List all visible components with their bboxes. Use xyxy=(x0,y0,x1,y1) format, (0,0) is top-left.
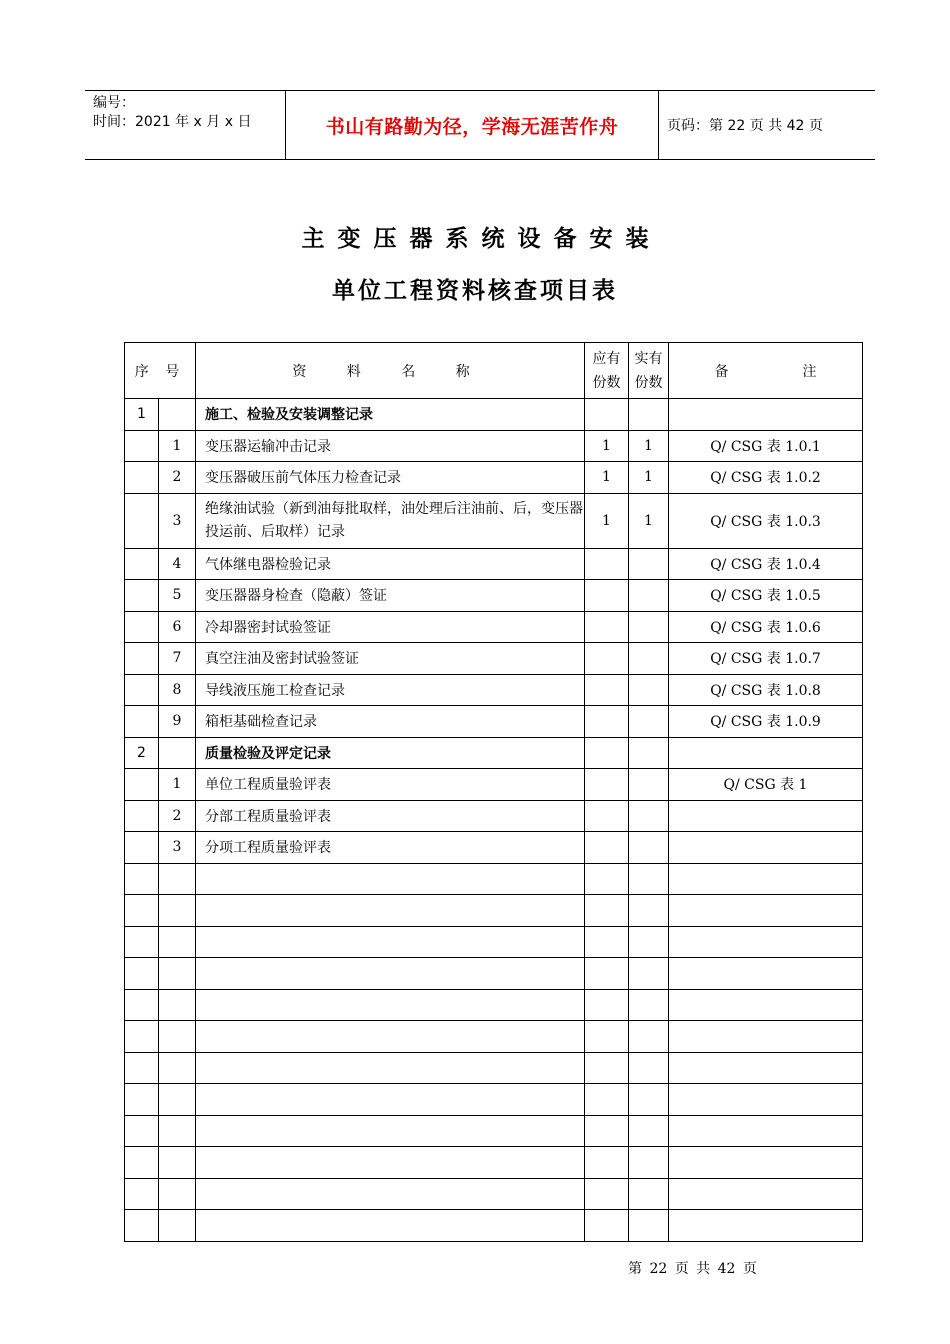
empty-cell xyxy=(629,958,669,990)
document-name: 变压器破压前气体压力检查记录 xyxy=(196,462,585,494)
empty-cell xyxy=(196,863,585,895)
empty-cell xyxy=(669,895,863,927)
row-section-number xyxy=(125,548,159,580)
empty-cell xyxy=(629,1210,669,1242)
should-count xyxy=(585,611,629,643)
remark xyxy=(669,800,863,832)
empty-cell xyxy=(159,958,196,990)
header-seq: 序 号 xyxy=(125,343,196,399)
row-number: 2 xyxy=(159,462,196,494)
section-title: 施工、检验及安装调整记录 xyxy=(196,399,585,431)
empty-cell xyxy=(629,863,669,895)
table-row xyxy=(125,674,863,706)
header-meta xyxy=(85,91,286,159)
document-name: 变压器运输冲击记录 xyxy=(196,430,585,462)
actual-count xyxy=(629,611,669,643)
checklist-table xyxy=(124,342,863,1242)
empty-cell xyxy=(196,895,585,927)
empty-cell xyxy=(585,1052,629,1084)
empty-cell xyxy=(629,926,669,958)
should-count xyxy=(585,769,629,801)
row-number: 4 xyxy=(159,548,196,580)
empty-cell xyxy=(159,863,196,895)
empty-row xyxy=(125,958,863,990)
empty-cell xyxy=(629,1178,669,1210)
remark xyxy=(669,737,863,769)
section-sub-number xyxy=(159,737,196,769)
empty-cell xyxy=(196,1115,585,1147)
actual-count xyxy=(629,800,669,832)
empty-cell xyxy=(629,1115,669,1147)
empty-cell xyxy=(585,926,629,958)
row-number: 3 xyxy=(159,493,196,548)
empty-row xyxy=(125,1115,863,1147)
row-section-number xyxy=(125,580,159,612)
row-number: 9 xyxy=(159,706,196,738)
page-header xyxy=(85,90,875,160)
document-name: 导线液压施工检查记录 xyxy=(196,674,585,706)
empty-cell xyxy=(585,863,629,895)
empty-cell xyxy=(585,895,629,927)
empty-cell xyxy=(125,1052,159,1084)
empty-cell xyxy=(125,989,159,1021)
row-section-number xyxy=(125,706,159,738)
should-count: 1 xyxy=(585,462,629,494)
should-count: 1 xyxy=(585,493,629,548)
empty-cell xyxy=(196,1178,585,1210)
row-number: 8 xyxy=(159,674,196,706)
row-section-number xyxy=(125,462,159,494)
header-page-number xyxy=(659,91,875,159)
empty-cell xyxy=(669,1052,863,1084)
empty-cell xyxy=(125,1021,159,1053)
empty-cell xyxy=(159,1052,196,1084)
actual-count xyxy=(629,769,669,801)
should-count xyxy=(585,706,629,738)
empty-cell xyxy=(125,1147,159,1179)
remark: Q/ CSG 表 1.0.9 xyxy=(669,706,863,738)
header-motto-cell xyxy=(286,91,659,159)
empty-row xyxy=(125,989,863,1021)
empty-cell xyxy=(629,1084,669,1116)
table-row xyxy=(125,462,863,494)
empty-cell xyxy=(669,1147,863,1179)
empty-cell xyxy=(125,863,159,895)
header-motto: 书山有路勤为径，学海无涯苦作舟 xyxy=(325,115,619,138)
document-title-line2: 单位工程资料核查项目表 xyxy=(332,278,618,304)
actual-count xyxy=(629,548,669,580)
table-row xyxy=(125,800,863,832)
empty-cell xyxy=(669,989,863,1021)
empty-cell xyxy=(629,1052,669,1084)
row-number: 1 xyxy=(159,430,196,462)
empty-row xyxy=(125,1084,863,1116)
empty-cell xyxy=(125,895,159,927)
section-row xyxy=(125,737,863,769)
empty-cell xyxy=(669,863,863,895)
empty-cell xyxy=(125,1084,159,1116)
document-name: 分部工程质量验评表 xyxy=(196,800,585,832)
section-number: 2 xyxy=(125,737,159,769)
empty-cell xyxy=(669,1084,863,1116)
empty-cell xyxy=(585,1115,629,1147)
remark xyxy=(669,399,863,431)
remark: Q/ CSG 表 1.0.2 xyxy=(669,462,863,494)
empty-cell xyxy=(669,1178,863,1210)
row-section-number xyxy=(125,611,159,643)
empty-cell xyxy=(159,989,196,1021)
document-name: 绝缘油试验（新到油每批取样，油处理后注油前、后，变压器投运前、后取样）记录 xyxy=(196,493,585,548)
actual-count xyxy=(629,399,669,431)
empty-cell xyxy=(669,926,863,958)
actual-count xyxy=(629,674,669,706)
remark: Q/ CSG 表 1.0.8 xyxy=(669,674,863,706)
actual-count: 1 xyxy=(629,493,669,548)
actual-count xyxy=(629,832,669,864)
table-row xyxy=(125,493,863,548)
remark xyxy=(669,832,863,864)
empty-cell xyxy=(159,926,196,958)
should-count xyxy=(585,643,629,675)
empty-cell xyxy=(629,1021,669,1053)
empty-cell xyxy=(159,1178,196,1210)
page-footer-number: 第 22 页 共 42 页 xyxy=(628,1261,757,1277)
table-row xyxy=(125,430,863,462)
section-number: 1 xyxy=(125,399,159,431)
empty-cell xyxy=(196,1052,585,1084)
empty-cell xyxy=(196,1210,585,1242)
row-section-number xyxy=(125,769,159,801)
empty-cell xyxy=(629,1147,669,1179)
section-row xyxy=(125,399,863,431)
document-name: 单位工程质量验评表 xyxy=(196,769,585,801)
empty-cell xyxy=(585,1021,629,1053)
empty-cell xyxy=(159,895,196,927)
remark: Q/ CSG 表 1.0.3 xyxy=(669,493,863,548)
empty-cell xyxy=(585,1147,629,1179)
empty-cell xyxy=(196,1147,585,1179)
empty-cell xyxy=(669,1210,863,1242)
table-row xyxy=(125,611,863,643)
document-name: 真空注油及密封试验签证 xyxy=(196,643,585,675)
table-row xyxy=(125,832,863,864)
empty-row xyxy=(125,895,863,927)
remark: Q/ CSG 表 1.0.7 xyxy=(669,643,863,675)
row-section-number xyxy=(125,643,159,675)
row-section-number xyxy=(125,430,159,462)
empty-cell xyxy=(125,958,159,990)
empty-row xyxy=(125,1052,863,1084)
should-count xyxy=(585,580,629,612)
document-name: 气体继电器检验记录 xyxy=(196,548,585,580)
empty-row xyxy=(125,1178,863,1210)
row-section-number xyxy=(125,493,159,548)
should-count xyxy=(585,832,629,864)
empty-cell xyxy=(125,1178,159,1210)
should-count xyxy=(585,399,629,431)
empty-row xyxy=(125,926,863,958)
should-count: 1 xyxy=(585,430,629,462)
actual-count: 1 xyxy=(629,462,669,494)
empty-cell xyxy=(159,1115,196,1147)
empty-cell xyxy=(159,1084,196,1116)
empty-cell xyxy=(585,1210,629,1242)
empty-cell xyxy=(159,1210,196,1242)
document-time-label: 时间：2021 年 x 月 x 日 xyxy=(93,114,252,130)
table-row xyxy=(125,769,863,801)
empty-row xyxy=(125,1210,863,1242)
table-header-row xyxy=(125,343,863,399)
header-page-label: 页码：第 22 页 共 42 页 xyxy=(667,118,823,134)
empty-cell xyxy=(196,989,585,1021)
empty-row xyxy=(125,1021,863,1053)
table-row xyxy=(125,580,863,612)
empty-cell xyxy=(125,1210,159,1242)
empty-cell xyxy=(159,1147,196,1179)
document-name: 箱柜基础检查记录 xyxy=(196,706,585,738)
row-number: 1 xyxy=(159,769,196,801)
row-number: 2 xyxy=(159,800,196,832)
should-count xyxy=(585,800,629,832)
empty-cell xyxy=(585,958,629,990)
empty-cell xyxy=(585,989,629,1021)
row-number: 7 xyxy=(159,643,196,675)
empty-cell xyxy=(585,1178,629,1210)
actual-count: 1 xyxy=(629,430,669,462)
document-name: 分项工程质量验评表 xyxy=(196,832,585,864)
row-number: 3 xyxy=(159,832,196,864)
header-should-count: 应有 份数 xyxy=(585,343,629,399)
empty-cell xyxy=(669,1115,863,1147)
empty-cell xyxy=(196,1021,585,1053)
table-row xyxy=(125,706,863,738)
row-number: 5 xyxy=(159,580,196,612)
empty-cell xyxy=(196,1084,585,1116)
empty-cell xyxy=(669,1021,863,1053)
section-title: 质量检验及评定记录 xyxy=(196,737,585,769)
actual-count xyxy=(629,580,669,612)
document-title-line1: 主变压器系统设备安装 xyxy=(301,226,662,252)
actual-count xyxy=(629,737,669,769)
header-name: 资 料 名 称 xyxy=(196,343,585,399)
table-row xyxy=(125,643,863,675)
document-name: 变压器器身检查（隐蔽）签证 xyxy=(196,580,585,612)
empty-cell xyxy=(585,1084,629,1116)
empty-cell xyxy=(669,958,863,990)
document-number-label: 编号： xyxy=(93,95,135,111)
empty-row xyxy=(125,1147,863,1179)
empty-cell xyxy=(196,926,585,958)
remark: Q/ CSG 表 1 xyxy=(669,769,863,801)
header-actual-count: 实有 份数 xyxy=(629,343,669,399)
row-number: 6 xyxy=(159,611,196,643)
table-row xyxy=(125,548,863,580)
empty-row xyxy=(125,863,863,895)
should-count xyxy=(585,548,629,580)
remark: Q/ CSG 表 1.0.4 xyxy=(669,548,863,580)
document-name: 冷却器密封试验签证 xyxy=(196,611,585,643)
remark: Q/ CSG 表 1.0.1 xyxy=(669,430,863,462)
row-section-number xyxy=(125,674,159,706)
empty-cell xyxy=(629,895,669,927)
should-count xyxy=(585,674,629,706)
empty-cell xyxy=(125,926,159,958)
remark: Q/ CSG 表 1.0.5 xyxy=(669,580,863,612)
section-sub-number xyxy=(159,399,196,431)
empty-cell xyxy=(196,958,585,990)
row-section-number xyxy=(125,832,159,864)
row-section-number xyxy=(125,800,159,832)
empty-cell xyxy=(159,1021,196,1053)
empty-cell xyxy=(125,1115,159,1147)
empty-cell xyxy=(629,989,669,1021)
actual-count xyxy=(629,706,669,738)
remark: Q/ CSG 表 1.0.6 xyxy=(669,611,863,643)
should-count xyxy=(585,737,629,769)
actual-count xyxy=(629,643,669,675)
header-remark: 备 注 xyxy=(669,343,863,399)
